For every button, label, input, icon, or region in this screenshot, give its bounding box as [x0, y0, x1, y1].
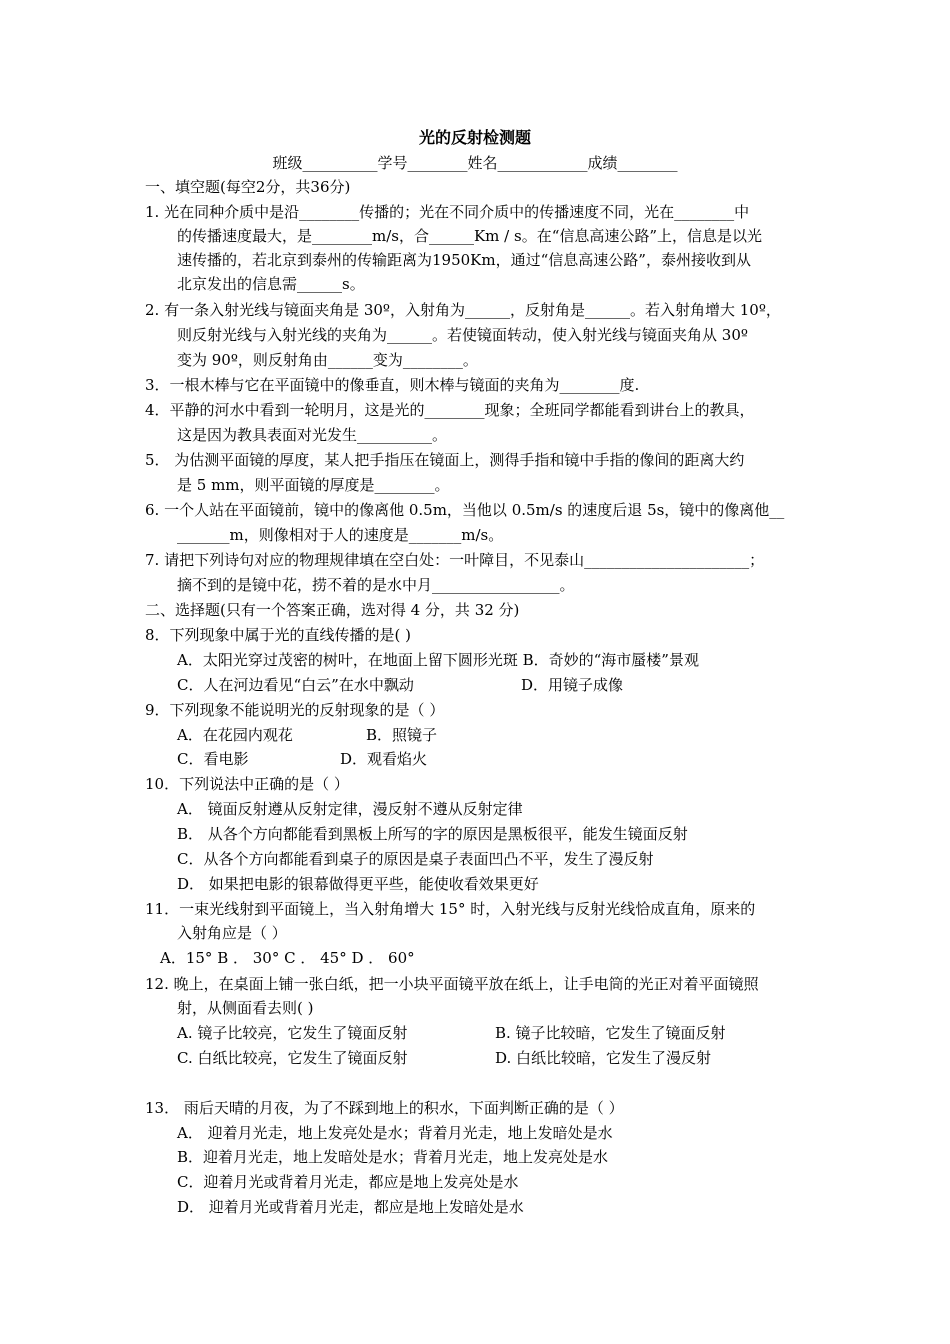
question-11-options: A．15° B ． 30° C ． 45° D ． 60° [160, 949, 415, 967]
question-12-option-c: C. 白纸比较亮，它发生了镜面反射 [177, 1049, 408, 1067]
question-13-stem: 13． 雨后天晴的月夜，为了不踩到地上的积水，下面判断正确的是（ ） [145, 1099, 624, 1117]
question-11-stem-line-2: 入射角应是（ ） [177, 924, 287, 942]
question-13-option-b: B．迎着月光走，地上发暗处是水；背着月光走，地上发亮处是水 [177, 1148, 609, 1166]
question-6-line-2: _______m，则像相对于人的速度是_______m/s。 [177, 526, 504, 544]
question-5-line-1: 5． 为估测平面镜的厚度，某人把手指压在镜面上，测得手指和镜中手指的像间的距离大约 [145, 451, 745, 469]
question-9-option-d: D．观看焰火 [340, 750, 428, 768]
student-info-line: 班级__________学号________姓名____________成绩________ [272, 154, 678, 172]
question-9-stem: 9．下列现象不能说明光的反射现象的是（ ） [145, 701, 445, 719]
question-2-line-1: 2. 有一条入射光线与镜面夹角是 30º，入射角为______，反射角是______。若入射角增大 10º， [145, 301, 781, 319]
question-5-line-2: 是 5 mm，则平面镜的厚度是________。 [177, 476, 450, 494]
question-2-line-3: 变为 90º，则反射角由______变为________。 [177, 351, 478, 369]
question-1-line-3: 速传播的，若北京到泰州的传输距离为1950Km，通过“信息高速公路”，泰州接收到从 [177, 251, 751, 269]
question-1-line-4: 北京发出的信息需______s。 [177, 275, 365, 293]
question-12-option-b: B. 镜子比较暗，它发生了镜面反射 [495, 1024, 726, 1042]
question-13-option-a: A． 迎着月光走，地上发亮处是水；背着月光走，地上发暗处是水 [177, 1124, 613, 1142]
question-4-line-2: 这是因为教具表面对光发生__________。 [177, 426, 448, 444]
question-9-option-c: C．看电影 [177, 750, 249, 768]
question-10-option-b: B． 从各个方向都能看到黑板上所写的字的原因是黑板很平，能发生镜面反射 [177, 825, 688, 843]
question-10-stem: 10．下列说法中正确的是（ ） [145, 775, 349, 793]
question-9-option-b: B．照镜子 [366, 726, 438, 744]
question-13-option-c: C．迎着月光或背着月光走，都应是地上发亮处是水 [177, 1173, 519, 1191]
question-7-line-2: 摘不到的是镜中花，捞不着的是水中月_________________。 [177, 576, 575, 594]
section-fill-in-heading: 一、填空题(每空2分，共36分) [145, 178, 351, 196]
question-1-line-1: 1. 光在同种介质中是沿________传播的；光在不同介质中的传播速度不同，光在________中 [145, 203, 750, 221]
section-choice-heading: 二、选择题(只有一个答案正确，选对得 4 分，共 32 分) [145, 601, 520, 619]
question-7-line-1: 7. 请把下列诗句对应的物理规律填在空白处：一叶障目，不见泰山______________________； [145, 551, 765, 569]
question-12-option-d: D. 白纸比较暗，它发生了漫反射 [495, 1049, 712, 1067]
question-9-option-a: A．在花园内观花 [177, 726, 293, 744]
question-8-option-ab: A．太阳光穿过茂密的树叶，在地面上留下圆形光斑 B．奇妙的“海市蜃楼”景观 [177, 651, 699, 669]
question-4-line-1: 4．平静的河水中看到一轮明月，这是光的________现象；全班同学都能看到讲台上的教具， [145, 401, 755, 419]
question-6-line-1: 6. 一个人站在平面镜前，镜中的像离他 0.5m，当他以 0.5m/s 的速度后退 5s，镜中的像离他__ [145, 501, 785, 519]
question-1-line-2: 的传播速度最大，是________m/s，合______Km / s。在“信息高速公路”上，信息是以光 [177, 227, 763, 245]
question-10-option-c: C．从各个方向都能看到桌子的原因是桌子表面凹凸不平，发生了漫反射 [177, 850, 654, 868]
question-10-option-a: A． 镜面反射遵从反射定律，漫反射不遵从反射定律 [177, 800, 523, 818]
question-12-stem-line-2: 射，从侧面看去则( ) [177, 999, 314, 1017]
question-8-option-d: D．用镜子成像 [521, 676, 624, 694]
question-3: 3．一根木棒与它在平面镜中的像垂直，则木棒与镜面的夹角为________度. [145, 376, 640, 394]
question-13-option-d: D． 迎着月光或背着月光走，都应是地上发暗处是水 [177, 1198, 524, 1216]
question-8-stem: 8．下列现象中属于光的直线传播的是( ) [145, 626, 412, 644]
question-11-stem-line-1: 11．一束光线射到平面镜上，当入射角增大 15° 时，入射光线与反射光线恰成直角，原来的 [145, 900, 756, 918]
question-2-line-2: 则反射光线与入射光线的夹角为______。若使镜面转动，使入射光线与镜面夹角从 30º [177, 326, 748, 344]
page-title: 光的反射检测题 [418, 128, 531, 147]
question-12-option-a: A. 镜子比较亮，它发生了镜面反射 [177, 1024, 408, 1042]
question-12-stem-line-1: 12. 晚上，在桌面上铺一张白纸，把一小块平面镜平放在纸上，让手电筒的光正对着平面镜照 [145, 975, 759, 993]
question-10-option-d: D． 如果把电影的银幕做得更平些，能使收看效果更好 [177, 875, 539, 893]
question-8-option-c: C．人在河边看见“白云”在水中飘动 [177, 676, 414, 694]
